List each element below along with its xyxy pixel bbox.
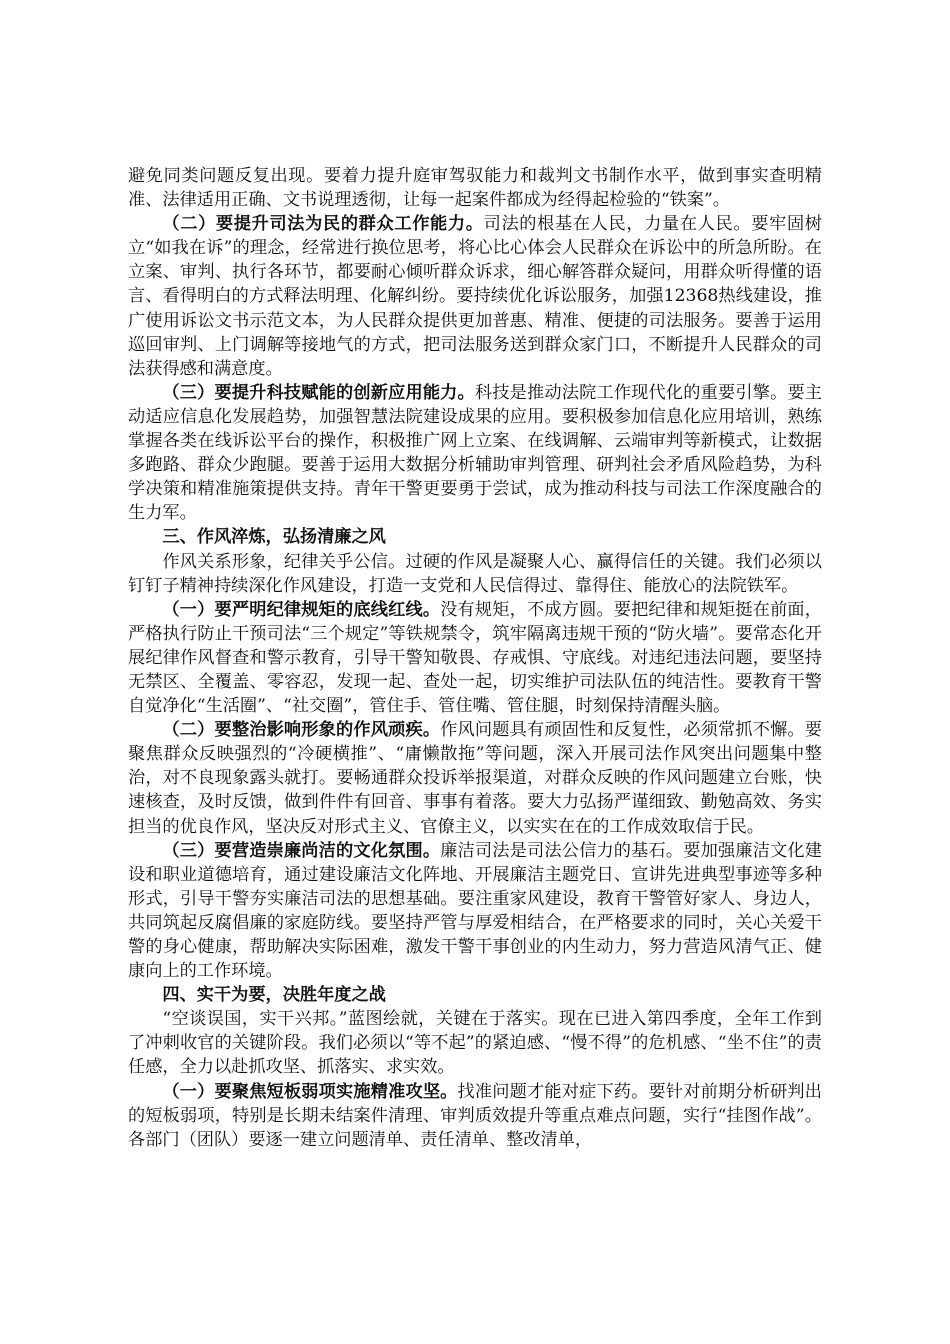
paragraph-text: 作风关系形象，纪律关乎公信。过硬的作风是凝聚人心、赢得信任的关键。我们必须以钉钉子精神持续深化作风建设，打造一支党和人民信得过、靠得住、能放心的法院铁军。 <box>128 551 822 596</box>
paragraph-judicial-for-people <box>128 212 822 381</box>
paragraph-text: 作风问题具有顽固性和反复性，必须常抓不懈。要聚焦群众反映强烈的“冷硬横推”、“庸懒散拖”等问题，深入开展司法作风突出问题集中整治，对不良现象露头就打。要畅通群众投诉举报渠道，对群众反映的作风问题建立台账，快速核查，及时反馈，做到件件有回音、事事有着落。要大力弘扬严谨细致、勤勉高效、务实担当的优良作风，坚决反对形式主义、官僚主义，以实实在在的工作成效取信于民。 <box>128 720 822 837</box>
paragraph-shortcomings <box>128 1080 822 1152</box>
paragraph-lead: （三）要营造崇廉尚洁的文化氛围。 <box>162 840 441 861</box>
paragraph-integrity-culture <box>128 839 822 984</box>
paragraph-style-intro <box>128 550 822 598</box>
paragraph-text: 找准问题才能对症下药。要针对前期分析研判出的短板弱项，特别是长期未结案件清理、审判质效提升等重点难点问题，实行“挂图作战”。各部门（团队）要逐一建立问题清单、责任清单、整改清单， <box>128 1081 822 1150</box>
section-heading-4: 四、实干为要，决胜年度之战 <box>162 985 386 1006</box>
paragraph-text: “空谈误国，实干兴邦。”蓝图绘就，关键在于落实。现在已进入第四季度，全年工作到了冲刺收官的关键阶段。我们必须以“等不起”的紧迫感、“慢不得”的危机感、“坐不住”的责任感，全力以赴抓攻坚、抓落实、求实效。 <box>128 1009 822 1078</box>
paragraph-lead: （一）要严明纪律规矩的底线红线。 <box>162 599 441 620</box>
paragraph-style-rectification <box>128 718 822 838</box>
document-page <box>128 164 822 1152</box>
paragraph-lead: （二）要整治影响形象的作风顽疾。 <box>162 720 441 741</box>
paragraph-discipline <box>128 598 822 718</box>
paragraph-text: 没有规矩，不成方圆。要把纪律和规矩挺在前面，严格执行防止干预司法“三个规定”等铁规禁令，筑牢隔离违规干预的“防火墙”。要常态化开展纪律作风督查和警示教育，引导干警知敬畏、存戒惧、守底线。对违纪违法问题，要坚持无禁区、全覆盖、零容忍，发现一起、查处一起，切实维护司法队伍的纯洁性。要教育干警自觉净化“生活圈”、“社交圈”，管住手、管住嘴、管住腿，时刻保持清醒头脑。 <box>128 599 822 717</box>
paragraph-lead: （二）要提升司法为民的群众工作能力。 <box>162 214 484 235</box>
paragraph-continuation <box>128 164 822 212</box>
paragraph-text: 廉洁司法是司法公信力的基石。要加强廉洁文化建设和职业道德培育，通过建设廉洁文化阵地、开展廉洁主题党日、宣讲先进典型事迹等多种形式，引导干警夯实廉洁司法的思想基础。要注重家风建设，教育干警管好家人、身边人，共同筑起反腐倡廉的家庭防线。要坚持严管与厚爱相结合，在严格要求的同时，关心关爱干警的身心健康，帮助解决实际困难，激发干警干事创业的内生动力，努力营造风清气正、健康向上的工作环境。 <box>128 840 822 982</box>
paragraph-text: 司法的根基在人民，力量在人民。要牢固树立“如我在诉”的理念，经常进行换位思考，将心比心体会人民群众在诉讼中的所急所盼。在立案、审判、执行各环节，都要耐心倾听群众诉求，细心解答群众疑问，用群众听得懂的语言、看得明白的方式释法明理、化解纠纷。要持续优化诉讼服务，加强12368热线建设，推广使用诉讼文书示范文本，为人民群众提供更加普惠、精准、便捷的司法服务。要善于运用巡回审判、上门调解等接地气的方式，把司法服务送到群众家门口，不断提升人民群众的司法获得感和满意度。 <box>128 214 822 379</box>
paragraph-text: 科技是推动法院工作现代化的重要引擎。要主动适应信息化发展趋势，加强智慧法院建设成果的应用。要积极参加信息化应用培训，熟练掌握各类在线诉讼平台的操作，积极推广网上立案、在线调解、云端审判等新模式，让数据多跑路、群众少跑腿。要善于运用大数据分析辅助审判管理、研判社会矛盾风险趋势，为科学决策和精准施策提供支持。青年干警更要勇于尝试，成为推动科技与司法工作深度融合的生力军。 <box>128 382 822 524</box>
section-heading-3: 三、作风淬炼，弘扬清廉之风 <box>162 527 386 548</box>
paragraph-lead: （三）要提升科技赋能的创新应用能力。 <box>162 382 475 403</box>
paragraph-tech-empowerment <box>128 381 822 526</box>
paragraph-lead: （一）要聚焦短板弱项实施精准攻坚。 <box>162 1081 458 1102</box>
paragraph-text: 避免同类问题反复出现。要着力提升庭审驾驭能力和裁判文书制作水平，做到事实查明精准、法律适用正确、文书说理透彻，让每一起案件都成为经得起检验的“铁案”。 <box>128 166 822 211</box>
paragraph-action-intro <box>128 1007 822 1079</box>
